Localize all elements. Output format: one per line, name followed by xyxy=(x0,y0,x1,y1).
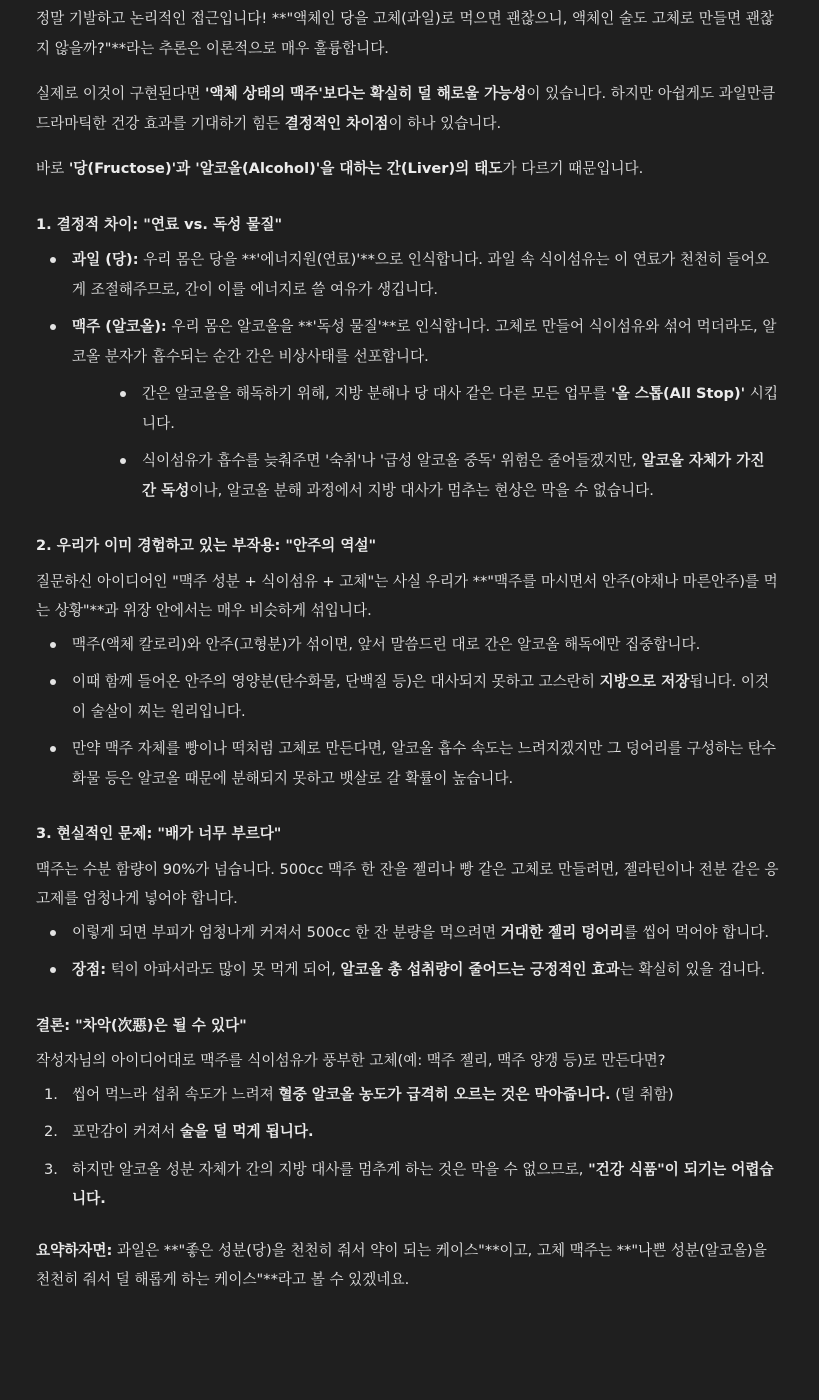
list-item xyxy=(36,245,783,304)
summary-paragraph xyxy=(36,1236,783,1295)
text-run: 턱이 아파서라도 많이 못 먹게 되어, xyxy=(106,961,341,978)
intro-paragraph xyxy=(36,4,783,63)
text-run: 만약 맥주 자체를 빵이나 떡처럼 고체로 만든다면, 알코올 흡수 속도는 느려지겠지만 그 덩어리를 구성하는 탄수화물 등은 알코올 때문에 분해되지 못하고 뱃살로 갈 확률이 높습니다. xyxy=(72,740,776,787)
text-run: 가 다르기 때문입니다. xyxy=(502,160,644,177)
bold-text: 알코올 총 섭취량이 줄어드는 긍정적인 효과 xyxy=(340,961,620,978)
bold-text: '액체 상태의 맥주'보다는 확실히 덜 해로울 가능성 xyxy=(205,85,527,102)
item-text xyxy=(72,1161,774,1208)
bold-text: 과일 (당): xyxy=(72,251,139,268)
text-run: 바로 xyxy=(36,160,69,177)
list-item xyxy=(72,379,783,438)
text-run: 정말 기발하고 논리적인 접근입니다! **"액체인 당을 고체(과일)로 먹으면 괜찮으니, 액체인 술도 고체로 만들면 괜찮지 않을까?"**라는 추론은 이론적으로 매우 훌륭합니다. xyxy=(36,10,774,57)
bold-text: '올 스톱(All Stop)' xyxy=(611,385,746,402)
bold-text: 지방으로 저장 xyxy=(599,673,690,690)
bold-text: 알코올 자체가 가진 간 독성 xyxy=(142,452,765,499)
text-run: 이렇게 되면 부피가 엄청나게 커져서 500cc 한 잔 분량을 먹으려면 xyxy=(72,923,501,941)
text-run: 작성자님의 아이디어대로 맥주를 식이섬유가 풍부한 고체(예: 맥주 젤리, 맥주 양갱 등)로 만든다면? xyxy=(36,1052,666,1069)
list-item xyxy=(36,918,783,948)
text-run: 식이섬유가 흡수를 늦춰주면 '숙취'나 '급성 알코올 중독' 위험은 줄어들겠지만, xyxy=(142,452,642,469)
section-heading: 결론: "차악(次惡)은 될 수 있다" xyxy=(36,1016,247,1034)
bold-text: "건강 식품"이 되기는 어렵습니다. xyxy=(72,1160,774,1207)
text-run: 시킵니다. xyxy=(142,385,778,432)
item-number: 3. xyxy=(44,1160,58,1178)
bold-text: 요약하자면: xyxy=(36,1241,113,1259)
section-heading: 3. 현실적인 문제: "배가 너무 부르다" xyxy=(36,825,282,842)
numbered-item xyxy=(36,1080,783,1110)
text-run: 됩니다. 이것이 술살이 찌는 원리입니다. xyxy=(72,673,770,720)
text-run: 이 있습니다. 하지만 아쉽게도 과일만큼 드라마틱한 건강 효과를 기대하기 힘든 xyxy=(36,85,776,132)
text-run: 이 하나 있습니다. xyxy=(388,114,502,132)
bold-text: 결정적인 차이점 xyxy=(284,114,389,132)
text-run: 맥주(액체 칼로리)와 안주(고형분)가 섞이면, 앞서 말씀드린 대로 간은 알코올 해독에만 집중합니다. xyxy=(72,635,701,653)
bold-text: 장점: xyxy=(72,961,107,978)
bold-text: 맥주 (알코올): xyxy=(72,318,167,335)
section-heading: 2. 우리가 이미 경험하고 있는 부작용: "안주의 역설" xyxy=(36,537,377,554)
section-paragraph xyxy=(36,567,783,626)
text-run: 질문하신 아이디어인 "맥주 성분 + 식이섬유 + 고체"는 사실 우리가 **"맥주를 마시면서 안주(야채나 마른안주)를 먹는 상황"**과 위장 안에서는 매우 비슷하게 섞입니다. xyxy=(36,572,778,619)
bullet-list xyxy=(36,918,783,985)
list-item xyxy=(36,734,783,793)
section-paragraph xyxy=(36,855,783,914)
text-run: 실제로 이것이 구현된다면 xyxy=(36,85,205,102)
bullet-list xyxy=(36,245,783,505)
text-run: (덜 취함) xyxy=(610,1085,674,1103)
text-run: 이때 함께 들어온 안주의 영양분(탄수화물, 단백질 등)은 대사되지 못하고 고스란히 xyxy=(72,673,600,690)
section-paragraph xyxy=(36,1046,783,1076)
text-run: 과일은 **"좋은 성분(당)을 천천히 줘서 약이 되는 케이스"**이고, 고체 맥주는 **"나쁜 성분(알코올)을 천천히 줘서 덜 해롭게 하는 케이스"**라고 볼 수 있겠네요. xyxy=(36,1241,767,1288)
text-run: 하지만 알코올 성분 자체가 간의 지방 대사를 멈추게 하는 것은 막을 수 없으므로, xyxy=(72,1160,589,1178)
bold-text: 술을 덜 먹게 됩니다. xyxy=(179,1123,314,1140)
sub-bullet-list xyxy=(72,379,783,505)
text-run: 맥주는 수분 함량이 90%가 넘습니다. 500cc 맥주 한 잔을 젤리나 빵 같은 고체로 만들려면, 젤라틴이나 전분 같은 응고제를 엄청나게 넣어야 합니다. xyxy=(36,860,779,907)
list-item-text xyxy=(72,318,776,365)
bullet-list xyxy=(36,630,783,794)
intro-paragraph xyxy=(36,79,783,138)
item-number: 2. xyxy=(44,1123,58,1140)
numbered-list xyxy=(36,1080,783,1214)
list-item xyxy=(36,630,783,660)
text-run: 우리 몸은 알코올을 **'독성 물질'**로 인식합니다. 고체로 만들어 식이섬유와 섞어 먹더라도, 알코올 분자가 흡수되는 순간 간은 비상사태를 선포합니다. xyxy=(72,318,777,365)
bold-text: 거대한 젤리 덩어리 xyxy=(500,923,624,941)
item-text xyxy=(72,1086,674,1103)
numbered-item xyxy=(36,1117,783,1147)
numbered-item xyxy=(36,1155,783,1214)
list-item xyxy=(72,446,783,505)
list-item xyxy=(36,667,783,726)
bold-text: 혈중 알코올 농도가 급격히 오르는 것은 막아줍니다. xyxy=(278,1085,611,1103)
item-number: 1. xyxy=(44,1085,58,1103)
text-run: 간은 알코올을 해독하기 위해, 지방 분해나 당 대사 같은 다른 모든 업무를 xyxy=(142,385,612,402)
text-run: 를 씹어 먹어야 합니다. xyxy=(623,923,770,941)
text-run: 이나, 알코올 분해 과정에서 지방 대사가 멈추는 현상은 막을 수 없습니다. xyxy=(189,481,654,499)
text-run: 우리 몸은 당을 **'에너지원(연료)'**으로 인식합니다. 과일 속 식이섬유는 이 연료가 천천히 들어오게 조절해주므로, 간이 이를 에너지로 쓸 여유가 생깁니다. xyxy=(72,251,770,298)
list-item xyxy=(36,312,783,505)
text-run: 포만감이 커져서 xyxy=(72,1123,180,1140)
text-run: 는 확실히 있을 겁니다. xyxy=(619,961,766,978)
intro-paragraph xyxy=(36,154,783,184)
section-heading: 1. 결정적 차이: "연료 vs. 독성 물질" xyxy=(36,215,283,233)
list-item xyxy=(36,955,783,985)
item-text xyxy=(72,1123,314,1140)
bold-text: '당(Fructose)'과 '알코올(Alcohol)'을 대하는 간(Liver)의 태도 xyxy=(68,160,503,177)
text-run: 씹어 먹느라 섭취 속도가 느려져 xyxy=(72,1085,279,1103)
